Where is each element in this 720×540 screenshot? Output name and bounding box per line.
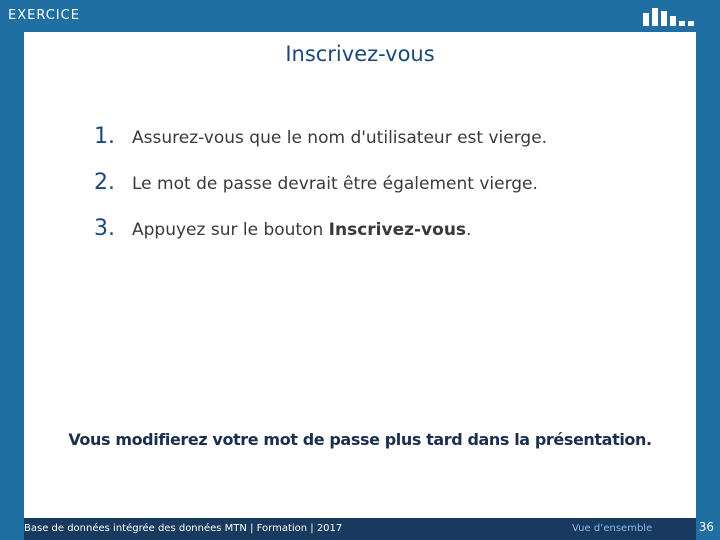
step-text: Le mot de passe devrait être également vierge. <box>132 174 538 194</box>
footer-text: Base de données intégrée des données MTN | Formation | 2017 <box>24 523 343 534</box>
step-text-bold: Inscrivez-vous <box>328 220 467 240</box>
slide-title: Inscrivez-vous <box>285 42 435 66</box>
step-text-before: Appuyez sur le bouton <box>132 220 329 240</box>
step-text: Assurez-vous que le nom d'utilisateur est vierge. <box>132 128 548 148</box>
step-item <box>94 124 674 149</box>
step-item <box>94 170 674 195</box>
step-number: 1. <box>94 124 115 149</box>
steps-list <box>94 124 674 262</box>
step-text-after: . <box>466 220 472 240</box>
bars-logo-icon <box>643 8 694 26</box>
section-label: EXERCICE <box>8 8 80 23</box>
slide-panel <box>24 32 696 518</box>
footer-bar <box>24 518 696 540</box>
step-number: 3. <box>94 216 115 241</box>
step-number: 2. <box>94 170 115 195</box>
slide-note: Vous modifierez votre mot de passe plus tard dans la présentation. <box>68 430 652 449</box>
overview-link[interactable]: Vue d’ensemble <box>572 523 653 534</box>
page-number: 36 <box>698 520 714 534</box>
step-text <box>132 220 471 240</box>
step-item <box>94 216 674 241</box>
